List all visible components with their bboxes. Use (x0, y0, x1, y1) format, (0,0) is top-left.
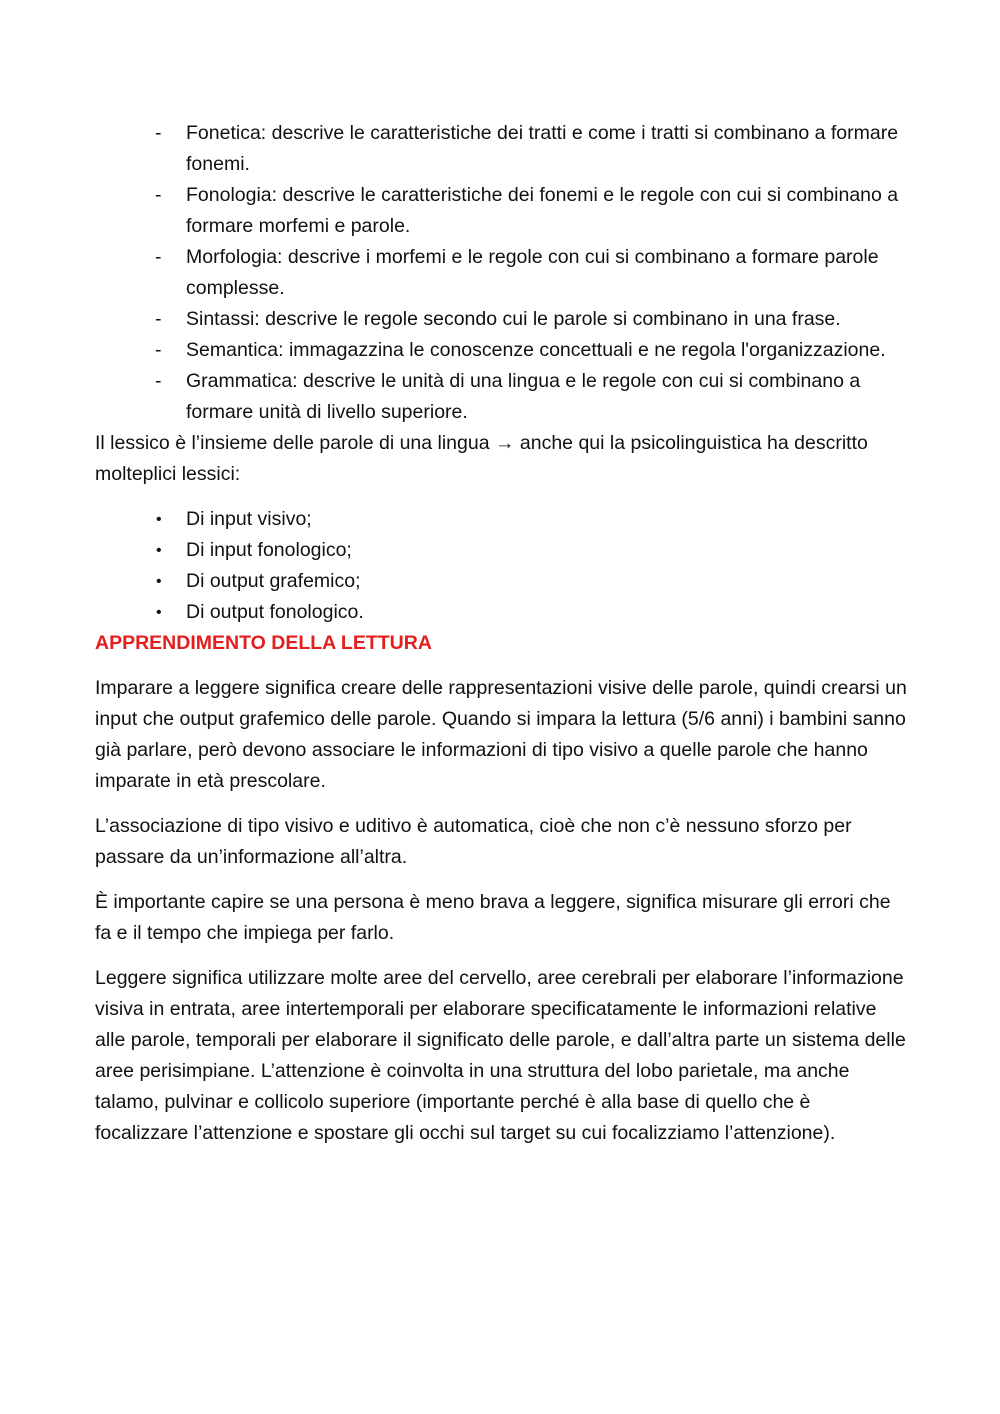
bullet-marker: • (156, 573, 162, 590)
list-item-text: Di output grafemico; (186, 570, 361, 592)
list-item-text: Grammatica: descrive le unità di una lingua e le regole con cui si combinano a formare unità di livello superiore. (186, 370, 861, 423)
list-item (95, 304, 907, 335)
paragraph: È importante capire se una persona è meno brava a leggere, significa misurare gli errori che fa e il tempo che impiega per farlo. (95, 891, 891, 944)
list-item-text: Fonologia: descrive le caratteristiche dei fonemi e le regole con cui si combinano a formare morfemi e parole. (186, 184, 899, 237)
list-item (95, 180, 907, 242)
dash-marker: - (155, 339, 162, 361)
paragraph: Imparare a leggere significa creare delle rappresentazioni visive delle parole, quindi crearsi un input che output grafemico delle parole. Quando si impara la lettura (5/6 anni) i bambini sanno già parlare, però devono associare le informazioni di tipo visivo a quelle parole che hanno imparate in età prescolare. (95, 677, 907, 792)
list-item (95, 366, 907, 428)
dash-marker: - (155, 308, 162, 330)
lexicon-types-list (95, 504, 907, 628)
list-item-text: Di input visivo; (186, 508, 312, 530)
list-item (95, 335, 907, 366)
list-item (95, 242, 907, 304)
document-page (95, 118, 907, 1163)
list-item-text: Di input fonologico; (186, 539, 352, 561)
lessico-paragraph: Il lessico è l’insieme delle parole di una lingua → anche qui la psicolinguistica ha descritto molteplici lessici: (95, 432, 868, 485)
list-item (95, 566, 907, 597)
list-item-text: Di output fonologico. (186, 601, 364, 623)
bullet-marker: • (156, 511, 162, 528)
list-item-text: Semantica: immagazzina le conoscenze concettuali e ne regola l'organizzazione. (186, 339, 886, 361)
paragraph: L’associazione di tipo visivo e uditivo è automatica, cioè che non c’è nessuno sforzo per passare da un’informazione all’altra. (95, 815, 852, 868)
paragraph: Leggere significa utilizzare molte aree del cervello, aree cerebrali per elaborare l’informazione visiva in entrata, aree intertemporali per elaborare specificatamente le informazioni relative alle parole, temporali per elaborare il significato delle parole, e dall’altra parte un sistema delle aree perisimpiane. L’attenzione è coinvolta in una struttura del lobo parietale, ma anche talamo, pulvinar e collicolo superiore (importante perché è alla base di quello che è focalizzare l’attenzione e spostare gli occhi sul target su cui focalizziamo l’attenzione). (95, 967, 906, 1144)
dash-marker: - (155, 184, 162, 206)
list-item (95, 504, 907, 535)
dash-marker: - (155, 246, 162, 268)
list-item (95, 118, 907, 180)
dash-marker: - (155, 122, 162, 144)
list-item-text: Fonetica: descrive le caratteristiche dei tratti e come i tratti si combinano a formare fonemi. (186, 122, 899, 175)
dash-marker: - (155, 370, 162, 392)
list-item (95, 597, 907, 628)
list-item (95, 535, 907, 566)
bullet-marker: • (156, 604, 162, 621)
list-item-text: Morfologia: descrive i morfemi e le regole con cui si combinano a formare parole complesse. (186, 246, 879, 299)
linguistic-levels-list (95, 118, 907, 428)
list-item-text: Sintassi: descrive le regole secondo cui le parole si combinano in una frase. (186, 308, 841, 330)
bullet-marker: • (156, 542, 162, 559)
section-heading: APPRENDIMENTO DELLA LETTURA (95, 632, 432, 654)
